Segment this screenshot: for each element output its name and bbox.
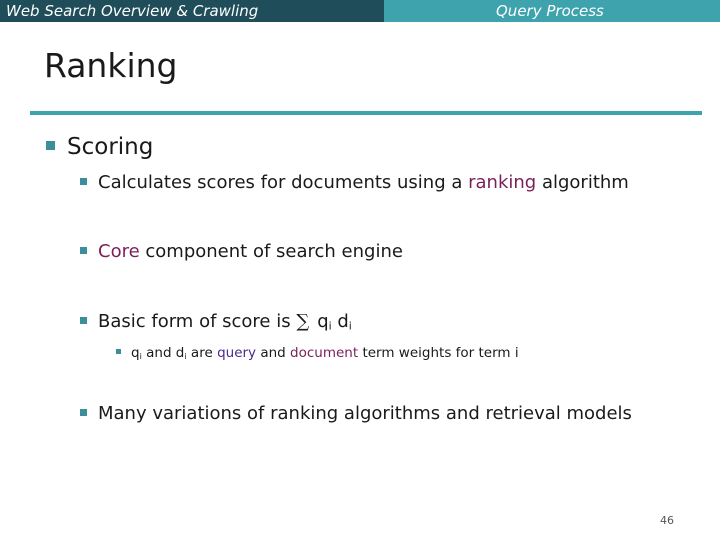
highlight-core: Core	[98, 241, 140, 262]
sigma-symbol: ∑	[296, 311, 310, 332]
page-number: 46	[660, 514, 674, 527]
bullet-text: $q_i$ and $d_i$ are query and document term weights for term i	[131, 345, 519, 362]
bullet-core-component	[80, 241, 403, 262]
bullet-text: Basic form of score is ∑ $q_i$ $d_i$	[98, 311, 352, 333]
square-bullet-icon	[80, 409, 87, 416]
square-bullet-icon	[80, 247, 87, 254]
slide-title: Ranking	[44, 46, 178, 85]
highlight-document: document	[290, 345, 359, 361]
square-bullet-icon	[46, 141, 55, 150]
square-bullet-icon	[80, 178, 87, 185]
header-section-left: Web Search Overview & Crawling	[0, 0, 384, 22]
square-bullet-icon	[80, 317, 87, 324]
bullet-calculates-scores	[80, 172, 629, 193]
bullet-basic-form	[80, 311, 352, 333]
bullet-text: Scoring	[67, 134, 154, 160]
slide-header-bar	[0, 0, 720, 22]
header-section-right: Query Process	[384, 0, 720, 22]
bullet-text: Many variations of ranking algorithms and retrieval models	[98, 403, 632, 424]
bullet-text: Core component of search engine	[98, 241, 403, 262]
highlight-query: query	[217, 345, 257, 361]
sub-bullet-term-weights	[116, 345, 519, 361]
title-underline	[30, 111, 702, 115]
square-bullet-icon	[116, 349, 121, 354]
bullet-scoring	[46, 134, 153, 160]
bullet-many-variations	[80, 403, 632, 424]
highlight-ranking: ranking	[468, 172, 537, 193]
bullet-text: Calculates scores for documents using a ranking algorithm	[98, 172, 629, 193]
